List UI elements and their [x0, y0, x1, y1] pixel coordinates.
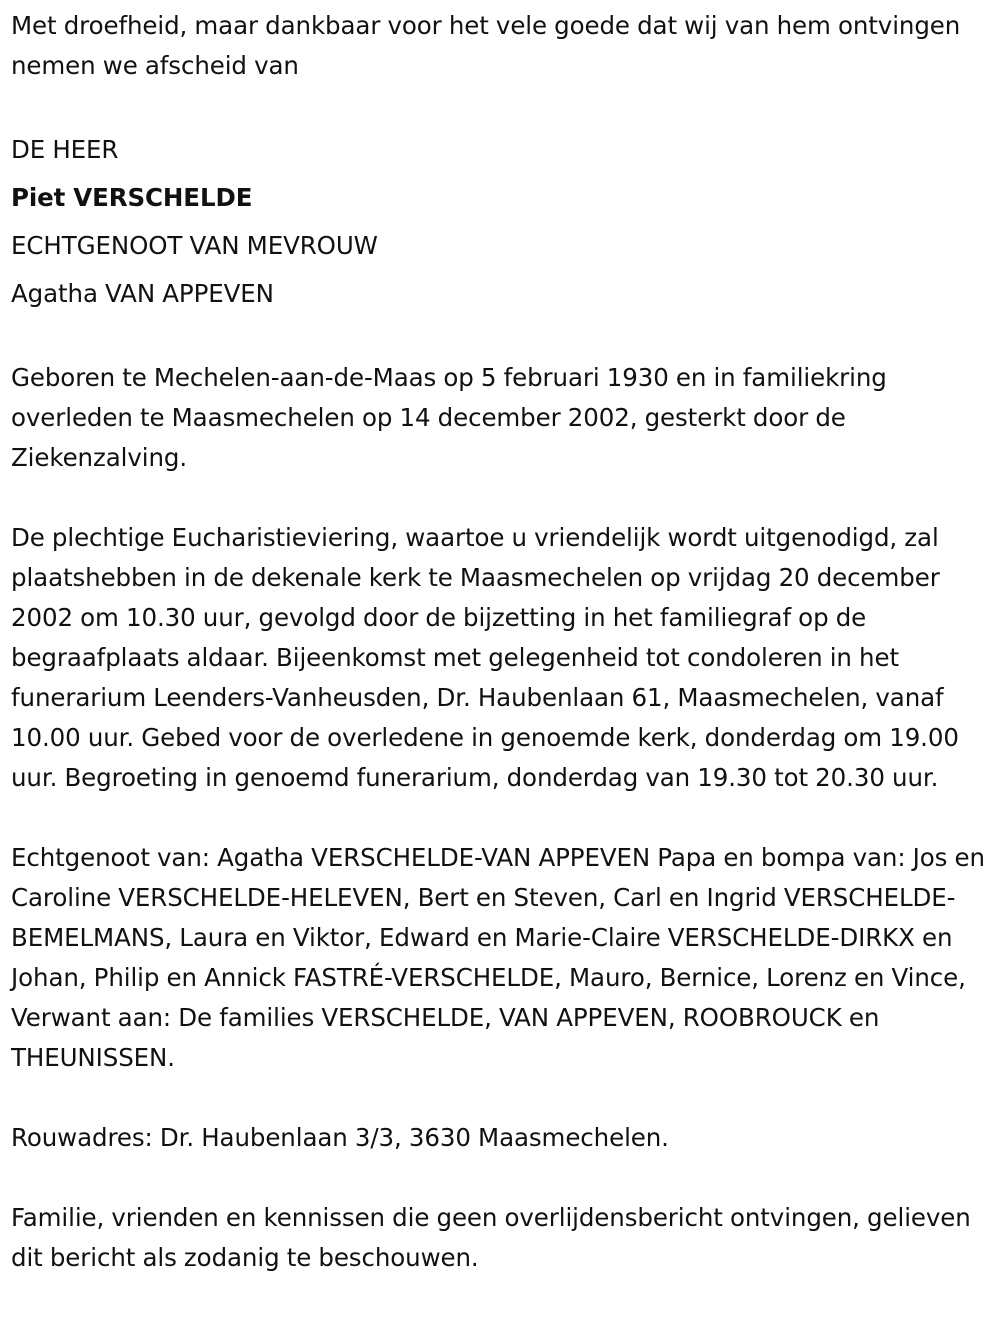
honorific: DE HEER	[11, 135, 119, 164]
spouse-label: ECHTGENOOT VAN MEVROUW	[11, 231, 378, 260]
birth-death-paragraph: Geboren te Mechelen-aan-de-Maas op 5 februari 1930 en in familiekring overleden te Maasmechelen op 14 december 2002, gesterkt door de Ziekenzalving.	[11, 363, 887, 472]
address-paragraph: Rouwadres: Dr. Haubenlaan 3/3, 3630 Maasmechelen.	[11, 1123, 669, 1152]
intro-paragraph: Met droefheid, maar dankbaar voor het vele goede dat wij van hem ontvingen nemen we afscheid van	[11, 11, 961, 80]
deceased-name: Piet VERSCHELDE	[11, 183, 253, 212]
family-paragraph: Echtgenoot van: Agatha VERSCHELDE-VAN APPEVEN Papa en bompa van: Jos en Caroline VERSCHELDE-HELEVEN, Bert en Steven, Carl en Ingrid VERSCHELDE-BEMELMANS, Laura en Viktor, Edward en Marie-Claire VERSCHELDE-DIRKX en Johan, Philip en Annick FASTRÉ-VERSCHELDE, Mauro, Bernice, Lorenz en Vince, Verwant aan: De families VERSCHELDE, VAN APPEVEN, ROOBROUCK en THEUNISSEN.	[11, 843, 985, 1072]
spouse-name: Agatha VAN APPEVEN	[11, 279, 274, 308]
deceased-title-block	[11, 126, 993, 318]
obituary-document	[11, 0, 993, 1278]
ceremony-paragraph: De plechtige Eucharistieviering, waartoe u vriendelijk wordt uitgenodigd, zal plaatshebben in de dekenale kerk te Maasmechelen op vrijdag 20 december 2002 om 10.30 uur, gevolgd door de bijzetting in het familiegraf op de begraafplaats aldaar. Bijeenkomst met gelegenheid tot condoleren in het funerarium Leenders-Vanheusden, Dr. Haubenlaan 61, Maasmechelen, vanaf 10.00 uur. Gebed voor de overledene in genoemde kerk, donderdag om 19.00 uur. Begroeting in genoemd funerarium, donderdag van 19.30 tot 20.30 uur.	[11, 523, 959, 792]
closing-paragraph: Familie, vrienden en kennissen die geen overlijdensbericht ontvingen, gelieven dit bericht als zodanig te beschouwen.	[11, 1203, 971, 1272]
